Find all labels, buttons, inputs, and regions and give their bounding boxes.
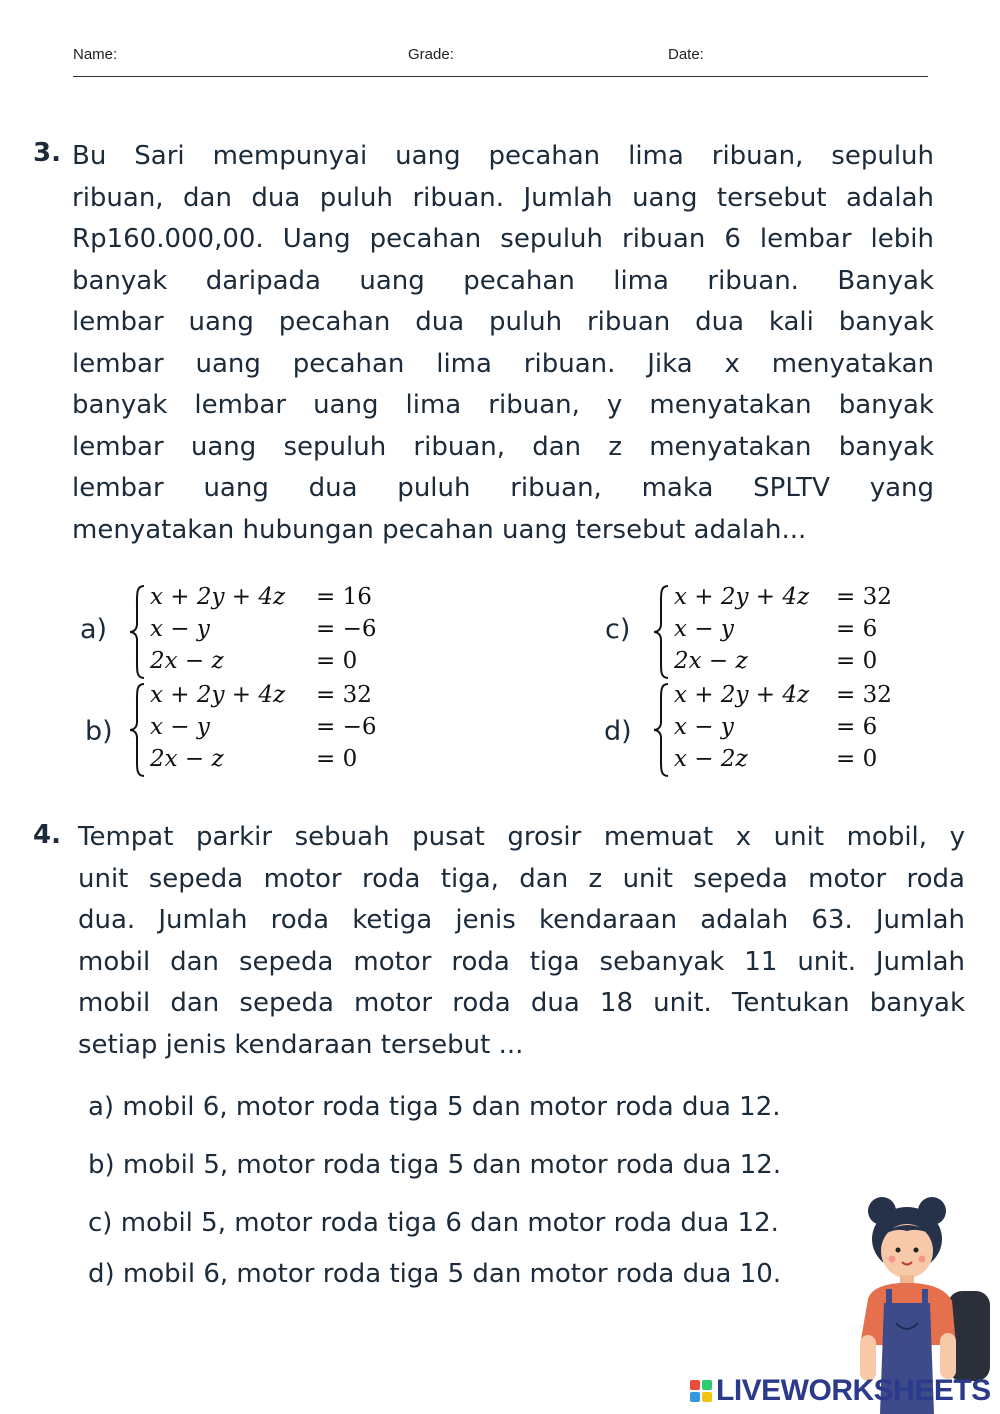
question-3-line: lembar uang pecahan lima ribuan. Jika x menyatakan bbox=[72, 348, 934, 379]
equation-lhs: x − y bbox=[150, 616, 210, 642]
equation-lhs: 2x − z bbox=[674, 648, 748, 674]
equation-rhs: = 32 bbox=[836, 682, 892, 708]
equation-rhs: = 6 bbox=[836, 714, 878, 740]
question-3-line: lembar uang pecahan dua puluh ribuan dua kali banyak bbox=[72, 307, 934, 337]
equation-rhs: = 6 bbox=[836, 616, 878, 642]
equation-rhs: = 0 bbox=[316, 746, 358, 772]
equation-rhs: = 0 bbox=[316, 648, 358, 674]
grade-label: Grade: bbox=[408, 46, 454, 63]
question-3-line: menyatakan hubungan pecahan uang tersebut adalah... bbox=[72, 514, 807, 545]
equation-lhs: 2x − z bbox=[150, 648, 224, 674]
option-d-equation-system[interactable] bbox=[652, 682, 912, 778]
question-3-line: ribuan, dan dua puluh ribuan. Jumlah uang tersebut adalah bbox=[72, 182, 934, 213]
left-brace-icon bbox=[652, 682, 670, 778]
question-4-line: setiap jenis kendaraan tersebut ... bbox=[78, 1029, 524, 1060]
equation-lhs: x + 2y + 4z bbox=[150, 682, 286, 708]
question-3-number: 3. bbox=[33, 138, 61, 168]
option-c-equation-system[interactable] bbox=[652, 584, 912, 680]
question-4-text bbox=[78, 817, 965, 1066]
answer-choice-a[interactable]: a) mobil 6, motor roda tiga 5 dan motor roda dua 12. bbox=[88, 1092, 781, 1122]
equation-lhs: x + 2y + 4z bbox=[674, 584, 810, 610]
equation-rhs: = 0 bbox=[836, 746, 878, 772]
answer-choice-c[interactable]: c) mobil 5, motor roda tiga 6 dan motor roda dua 12. bbox=[88, 1208, 779, 1238]
question-4-number: 4. bbox=[33, 820, 61, 850]
brand-wordmark: LIVEWORKSHEETS bbox=[716, 1374, 991, 1407]
equation-lhs: x − 2z bbox=[674, 746, 748, 772]
question-3-line: lembar uang dua puluh ribuan, maka SPLTV yang bbox=[72, 473, 934, 503]
question-4-line: mobil dan sepeda motor roda dua 18 unit. Tentukan banyak bbox=[78, 988, 965, 1018]
option-d-label[interactable]: d) bbox=[604, 716, 632, 747]
question-4-line: unit sepeda motor roda tiga, dan z unit sepeda motor roda bbox=[78, 863, 965, 894]
question-3-line: Rp160.000,00. Uang pecahan sepuluh ribuan 6 lembar lebih bbox=[72, 224, 934, 254]
equation-lhs: x − y bbox=[150, 714, 210, 740]
name-label: Name: bbox=[73, 46, 118, 63]
date-label: Date: bbox=[668, 46, 704, 63]
question-3-line: lembar uang sepuluh ribuan, dan z menyatakan banyak bbox=[72, 431, 934, 462]
answer-choice-b[interactable]: b) mobil 5, motor roda tiga 5 dan motor roda dua 12. bbox=[88, 1150, 782, 1180]
equation-lhs: x − y bbox=[674, 714, 734, 740]
option-a-label[interactable]: a) bbox=[80, 614, 108, 645]
left-brace-icon bbox=[128, 682, 146, 778]
question-3-line: Bu Sari mempunyai uang pecahan lima ribuan, sepuluh bbox=[72, 141, 934, 171]
equation-rhs: = −6 bbox=[316, 714, 377, 740]
equation-rhs: = −6 bbox=[316, 616, 377, 642]
worksheet-header bbox=[73, 44, 928, 77]
equation-lhs: x + 2y + 4z bbox=[150, 584, 286, 610]
answer-choice-d[interactable]: d) mobil 6, motor roda tiga 5 dan motor roda dua 10. bbox=[88, 1259, 782, 1289]
equation-rhs: = 16 bbox=[316, 584, 372, 610]
option-c-label[interactable]: c) bbox=[605, 614, 631, 645]
option-a-equation-system[interactable] bbox=[128, 584, 388, 680]
question-4-line: mobil dan sepeda motor roda tiga sebanyak 11 unit. Jumlah bbox=[78, 946, 965, 977]
brand-mark-icon bbox=[690, 1380, 712, 1402]
question-3-line: banyak daripada uang pecahan lima ribuan. Banyak bbox=[72, 265, 934, 296]
question-4-line: Tempat parkir sebuah pusat grosir memuat x unit mobil, y bbox=[78, 822, 965, 852]
question-4-line: dua. Jumlah roda ketiga jenis kendaraan adalah 63. Jumlah bbox=[78, 905, 965, 935]
option-b-equation-system[interactable] bbox=[128, 682, 388, 778]
equation-lhs: 2x − z bbox=[150, 746, 224, 772]
question-3-text bbox=[72, 136, 934, 551]
equation-lhs: x − y bbox=[674, 616, 734, 642]
equation-lhs: x + 2y + 4z bbox=[674, 682, 810, 708]
question-3-line: banyak lembar uang lima ribuan, y menyatakan banyak bbox=[72, 390, 934, 420]
equation-rhs: = 32 bbox=[316, 682, 372, 708]
left-brace-icon bbox=[128, 584, 146, 680]
liveworksheets-logo bbox=[690, 1374, 991, 1408]
equation-rhs: = 32 bbox=[836, 584, 892, 610]
left-brace-icon bbox=[652, 584, 670, 680]
option-b-label[interactable]: b) bbox=[85, 716, 113, 747]
equation-rhs: = 0 bbox=[836, 648, 878, 674]
